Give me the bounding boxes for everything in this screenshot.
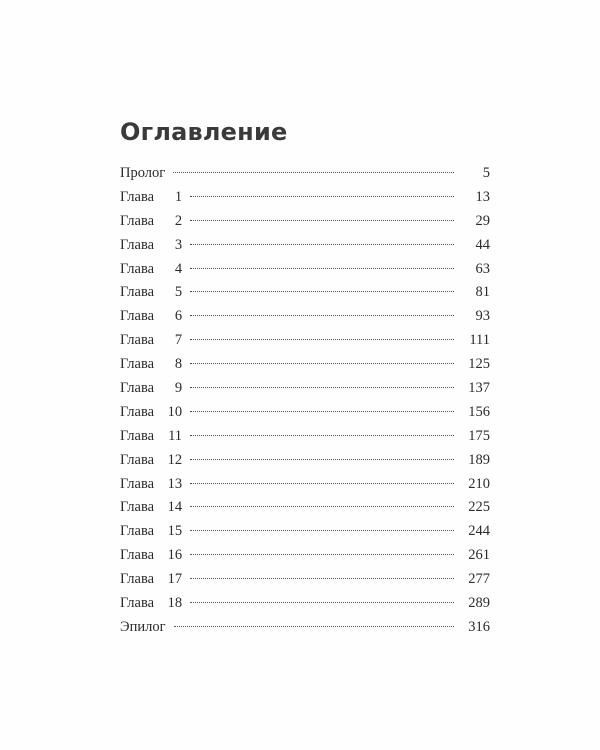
toc-entry (120, 425, 490, 449)
toc-entry (120, 210, 490, 234)
toc-entry (120, 281, 490, 305)
toc-entry-title (120, 496, 182, 520)
toc-page-number: 225 (468, 499, 490, 516)
toc-entry-title (120, 425, 182, 449)
toc-entry (120, 544, 490, 568)
toc-entry-label: Глава (120, 595, 155, 612)
toc-chapter-number: 15 (167, 523, 183, 540)
dot-leader (190, 578, 454, 579)
toc-chapter-number: 13 (167, 475, 183, 492)
toc-page-number: 175 (468, 427, 490, 444)
toc-entry-title (120, 544, 182, 568)
toc-entry-title (120, 520, 182, 544)
toc-page-number: 125 (468, 356, 490, 373)
toc-entry-label: Глава (120, 284, 155, 301)
dot-leader (190, 220, 454, 221)
dot-leader (190, 435, 454, 436)
toc-page-number: 111 (469, 332, 490, 349)
toc-chapter-number: 17 (167, 571, 183, 588)
toc-chapter-number: 3 (174, 236, 183, 253)
toc-entry-title (120, 473, 182, 497)
toc-page-number: 210 (468, 475, 490, 492)
toc-chapter-number: 2 (174, 212, 183, 229)
toc-page-number: 63 (475, 260, 490, 277)
toc-page-number: 156 (468, 403, 490, 420)
toc-page-number: 44 (475, 236, 490, 253)
toc-entry-label: Глава (120, 523, 155, 540)
toc-page-number: 137 (468, 380, 490, 397)
toc-entry-label: Глава (120, 308, 155, 325)
dot-leader (190, 339, 454, 340)
toc-chapter-number: 4 (174, 260, 183, 277)
dot-leader (190, 196, 454, 197)
toc-page-number: 316 (468, 618, 490, 635)
toc-page-number: 29 (475, 212, 490, 229)
dot-leader (190, 459, 454, 460)
toc-page-number: 5 (482, 165, 490, 181)
dot-leader (190, 315, 454, 316)
toc-entry (120, 234, 490, 258)
toc-entry-title (120, 616, 166, 640)
toc-entry-label: Глава (120, 380, 155, 397)
toc-entry-label: Эпилог (120, 618, 166, 635)
toc-chapter-number: 14 (167, 499, 183, 516)
toc-entry-label: Глава (120, 403, 155, 420)
dot-leader (190, 387, 454, 388)
dot-leader (190, 268, 454, 269)
toc-chapter-number: 7 (174, 332, 183, 349)
toc-entry-label: Глава (120, 212, 155, 229)
toc-page-number: 277 (468, 571, 490, 588)
toc-entry (120, 258, 490, 282)
toc-chapter-number: 1 (174, 188, 183, 205)
toc-entry-title (120, 401, 182, 425)
toc-entry-label: Глава (120, 499, 155, 516)
toc-entry (120, 473, 490, 497)
dot-leader (190, 411, 454, 412)
toc-entry (120, 186, 490, 210)
toc-entry-label: Глава (120, 571, 155, 588)
toc-entry (120, 329, 490, 353)
toc-chapter-number: 12 (167, 451, 183, 468)
dot-leader (190, 363, 454, 364)
toc-page-number: 13 (475, 188, 490, 205)
toc-entry (120, 568, 490, 592)
toc-chapter-number: 5 (174, 284, 183, 301)
toc-entry-label: Глава (120, 356, 155, 373)
toc-entry-label: Глава (120, 332, 155, 349)
toc-entry (120, 305, 490, 329)
toc-entry-label: Пролог (120, 165, 166, 181)
dot-leader (190, 291, 454, 292)
toc-entry-label: Глава (120, 451, 155, 468)
toc-entry-title (120, 449, 182, 473)
dot-leader (190, 530, 454, 531)
toc-entry (120, 449, 490, 473)
toc-entry-label: Глава (120, 188, 155, 205)
toc-entry-title (120, 258, 182, 282)
dot-leader (190, 506, 454, 507)
toc-heading: Оглавление (120, 118, 288, 146)
toc-entry (120, 592, 490, 616)
toc-entry-label: Глава (120, 260, 155, 277)
toc-entry (120, 496, 490, 520)
toc-page-number: 289 (468, 595, 490, 612)
toc-entry-label: Глава (120, 236, 155, 253)
toc-entry-title (120, 592, 182, 616)
table-of-contents (120, 162, 490, 640)
toc-entry (120, 401, 490, 425)
toc-entry (120, 162, 490, 186)
dot-leader (174, 626, 454, 627)
toc-entry-title (120, 281, 182, 305)
toc-entry (120, 377, 490, 401)
toc-entry (120, 616, 490, 640)
dot-leader (190, 554, 454, 555)
toc-entry-title (120, 234, 182, 258)
toc-page-number: 261 (468, 547, 490, 564)
toc-entry-label: Глава (120, 427, 155, 444)
toc-entry-title (120, 162, 165, 186)
toc-page-number: 189 (468, 451, 490, 468)
toc-chapter-number: 9 (174, 380, 183, 397)
toc-chapter-number: 8 (174, 356, 183, 373)
dot-leader (173, 172, 454, 173)
toc-entry-title (120, 210, 182, 234)
toc-entry-title (120, 568, 182, 592)
toc-page-number: 93 (475, 308, 490, 325)
toc-entry (120, 520, 490, 544)
toc-entry-title (120, 353, 182, 377)
toc-chapter-number: 16 (167, 547, 183, 564)
dot-leader (190, 483, 454, 484)
dot-leader (190, 244, 454, 245)
toc-entry-label: Глава (120, 547, 155, 564)
toc-chapter-number: 11 (168, 427, 183, 444)
toc-entry-title (120, 305, 182, 329)
toc-entry-title (120, 186, 182, 210)
toc-entry-title (120, 377, 182, 401)
toc-page-number: 81 (475, 284, 490, 301)
toc-entry-title (120, 329, 182, 353)
toc-chapter-number: 18 (167, 595, 183, 612)
toc-entry-label: Глава (120, 475, 155, 492)
toc-page-number: 244 (468, 523, 490, 540)
dot-leader (190, 602, 454, 603)
toc-chapter-number: 10 (167, 403, 183, 420)
toc-chapter-number: 6 (174, 308, 183, 325)
toc-entry (120, 353, 490, 377)
